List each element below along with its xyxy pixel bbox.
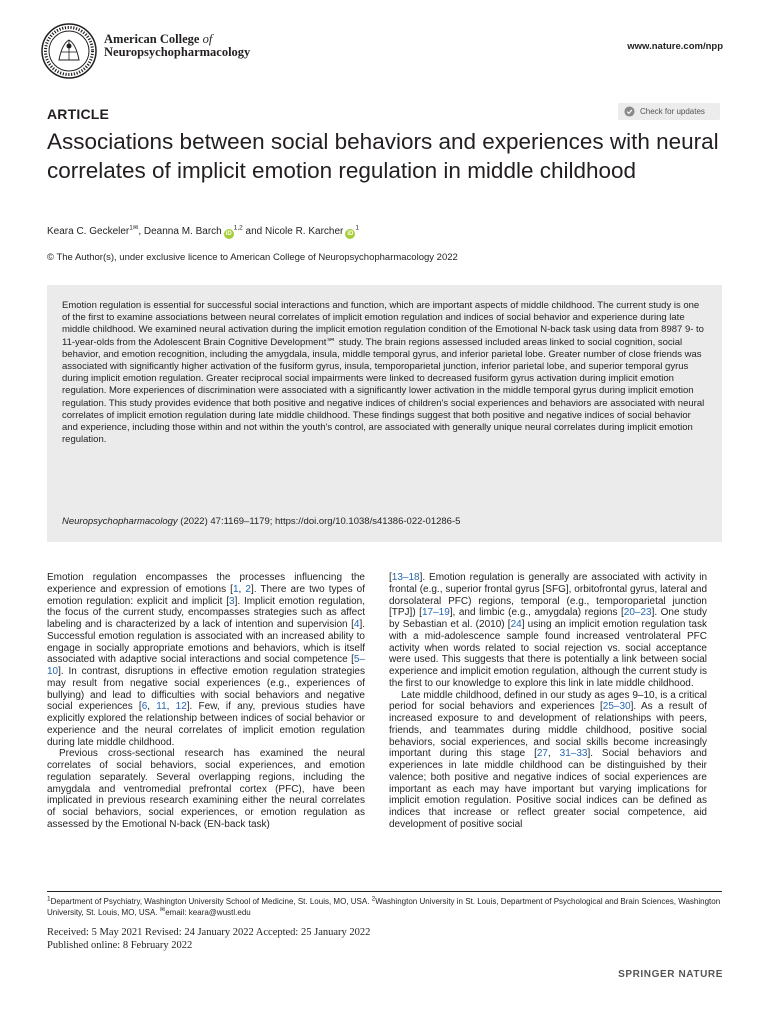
article-type-label: ARTICLE: [47, 106, 110, 122]
orcid-icon[interactable]: iD: [347, 231, 354, 237]
journal-name: American College of Neuropsychopharmacology: [104, 32, 251, 59]
affiliation-sup: 1: [47, 895, 51, 903]
check-updates-label: Check for updates: [640, 107, 705, 116]
check-updates-icon: [624, 106, 635, 117]
reference-link[interactable]: 25–30: [602, 701, 631, 713]
affiliation-sup: 2: [371, 895, 376, 903]
author-name[interactable]: Keara C. Geckeler: [47, 226, 130, 237]
author-name[interactable]: Nicole R. Karcher: [265, 226, 344, 237]
reference-link[interactable]: 27: [536, 748, 548, 760]
site-url[interactable]: www.nature.com/npp: [627, 41, 723, 52]
body-paragraph: Late middle childhood, defined in our study as ages 9–10, is a critical period for social behaviors and experiences [25–30]. As a result of increased exposure to and development of relationships with peers, friends, and teammates during middle childhood, positive social behaviors, social experiences, and social skills become increasingly important during this stage [27, 31–33]. Social behaviors and experiences in late middle childhood can be distinguished by their valence; both positive and negative indices of social experiences are important as each may have important but varying implications for implicit emotion regulation. Positive social indices can be defined as indices that increase or reflect greater social competence, aid development of positive social: [389, 689, 707, 830]
body-paragraph: [13–18]. Emotion regulation is generally are associated with activity in frontal (e.g., superior frontal gyrus [SFG], orbitofrontal gyrus, lateral and dorsolateral PFC) regions, temporal (e.g., temporoparietal junction [TPJ]) [17–19], and limbic (e.g., amygdala) regions [20–23]. One study by Sebastian et al. (2010) [24] using an implicit emotion regulation task with a mid-adolescence sample found increased ventrolateral PFC activity when words related to social rejection vs. social acceptance were used. This suggests that there is potentially a link between social experience and implicit emotion regulation, although the current study is the first to our knowledge to explore this link in late middle childhood.: [389, 572, 707, 689]
footnote-divider: [47, 891, 722, 892]
seal-logo-icon: [40, 22, 98, 80]
body-paragraph: Previous cross-sectional research has examined the neural correlates of social behaviors, social experiences, and emotion regulation separately. Several overlapping regions, including the amygdala and ventromedial prefrontal cortex (PFC), have been implicated in previous research examining either the neural correlates of social behaviors, social experiences, or emotion regulation as assessed by the Emotional N-back (EN-back task): [47, 748, 365, 830]
body-column-right: [389, 572, 707, 831]
reference-link[interactable]: 6: [141, 701, 148, 713]
reference-link[interactable]: 1: [232, 583, 239, 595]
affiliation-text: Department of Psychiatry, Washington University School of Medicine, St. Louis, MO, USA.: [50, 897, 372, 906]
reference-link[interactable]: 11: [156, 701, 167, 713]
reference-link[interactable]: 13–18: [391, 572, 420, 583]
reference-link[interactable]: 17–19: [421, 607, 450, 619]
orcid-icon[interactable]: iD: [225, 231, 232, 237]
reference-link[interactable]: 20–23: [623, 607, 652, 619]
article-title: Associations between social behaviors and experiences with neural correlates of implicit emotion regulation in middle childhood: [47, 129, 719, 183]
author-affiliation-sup: 1✉: [129, 224, 139, 232]
body-paragraph: Emotion regulation encompasses the processes influencing the experience and expression of emotions [1, 2]. There are two types of emotion regulation: explicit and implicit [3]. Implicit emotion regulation, the focus of the current study, encompasses strategies such as affect labeling and is characterized by a lack of intention and supervision [4]. Successful emotion regulation is associated with an increased ability to engage in socially appropriate emotions and behaviors, which is itself associated with adaptive social interactions and social competence [5–10]. In contrast, disruptions in effective emotion regulation strategies may result from negative social experiences (e.g., experiences of bullying) and lead to difficulties with social behaviors and negative social experiences [6, 11, 12]. Few, if any, previous studies have explicitly explored the relationship between indices of social behavior or experience and the neural correlates of implicit emotion regulation during late middle childhood.: [47, 572, 366, 748]
reference-link[interactable]: 3: [229, 595, 235, 607]
affiliation-text: email: keara@wustl.edu: [165, 907, 251, 917]
publication-dates: Received: 5 May 2021 Revised: 24 January 2022 Accepted: 25 January 2022 Published online: 8 February 2022: [47, 927, 371, 951]
reference-link[interactable]: 4: [353, 619, 360, 630]
reference-link[interactable]: 31–33: [559, 748, 588, 760]
check-for-updates-button[interactable]: [618, 103, 720, 120]
citation-line: Neuropsychopharmacology (2022) 47:1169–1179; https://doi.org/10.1038/s41386-022-01286-5: [62, 516, 461, 527]
author-list: Keara C. Geckeler$^{1✉}$, Deanna M. Barch iD$^{1,2}$ and Nicole R. Karcher $iD^1$: [47, 224, 359, 237]
publisher-logo: SPRINGER NATURE: [618, 969, 723, 980]
affiliation-text: Washington University in St. Louis, Department of Psychological and Brain Sciences, Washington University, St. Louis, MO, USA.: [47, 897, 721, 917]
reference-link[interactable]: 5–10: [47, 654, 365, 677]
reference-link[interactable]: 24: [510, 619, 522, 630]
reference-link[interactable]: 2: [245, 583, 251, 595]
author-affiliation-sup: 1,2: [233, 224, 243, 232]
author-affiliation-sup: 1: [355, 224, 359, 232]
affiliations: [47, 897, 722, 918]
abstract-text: Emotion regulation is essential for successful social interactions and function, which are important aspects of middle childhood. The current study is one of the first to examine associations between neural correlates of implicit emotion regulation and indices of social behavior and experience during late middle childhood. We examined neural activation during the implicit emotion regulation condition of the Emotional N-back task using data from 8987 9- to 11-year-olds from the Adolescent Brain Cognitive Development℠ study. The brain regions assessed included areas linked to social cognition, social behavior, and emotion recognition, including the amygdala, insula, middle temporal gyrus, and inferior parietal lobe. Greater number of close friends was associated with significantly higher activation of the fusiform gyrus, insula, temporoparietal junction, inferior parietal lobe, and superior temporal gyrus during implicit emotion regulation. Greater reciprocal social impairments were linked to decreased fusiform gyrus activation during implicit emotion regulation. More experiences of discrimination were associated with a significantly lower activation in the middle temporal gyrus during implicit emotion regulation. This study provides evidence that both positive and negative indices of children's social experiences and behaviors are associated with neural correlates of implicit emotion regulation during late middle childhood. These findings suggest that both positive and negative indices of social behavior and experience, including those within and not within the youth's control, are associated with generally unique neural correlates during implicit emotion regulation.: [62, 300, 705, 446]
author-name[interactable]: Deanna M. Barch: [143, 226, 222, 237]
body-column-left: [47, 572, 365, 831]
copyright-line: © The Author(s), under exclusive licence to American College of Neuropsychopharmacology 2022: [47, 252, 458, 263]
affiliation-sup: ✉: [159, 905, 166, 913]
reference-link[interactable]: 12: [175, 701, 187, 713]
